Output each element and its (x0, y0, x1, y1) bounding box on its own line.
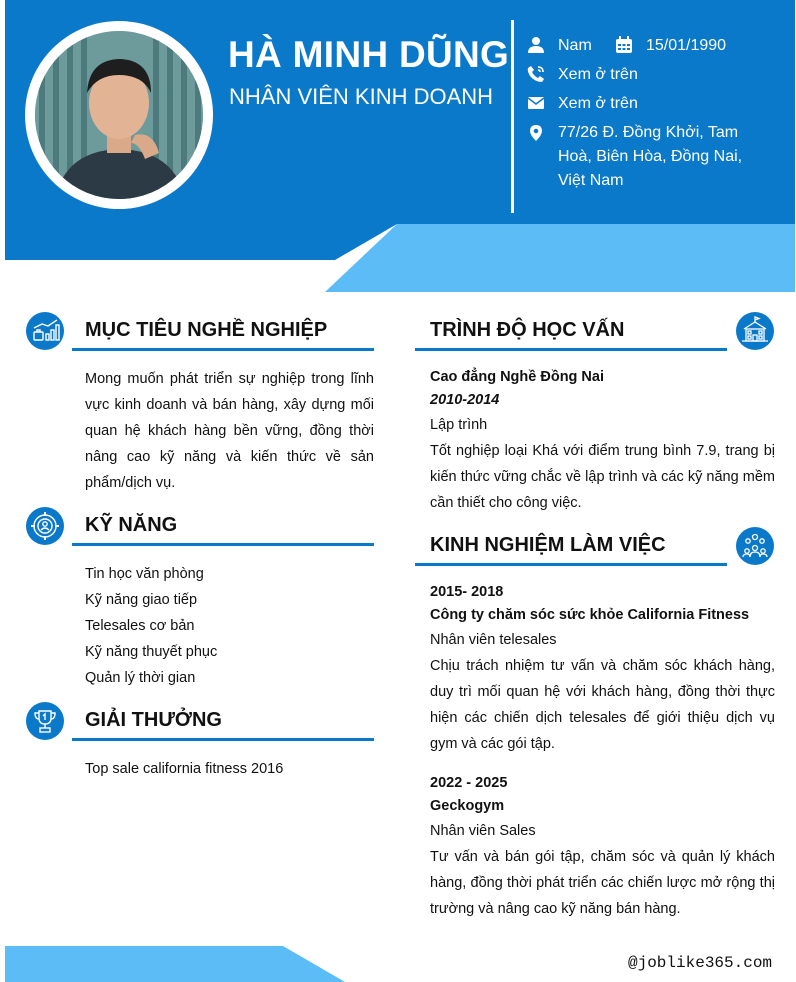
skill-item: Tin học văn phòng (85, 566, 204, 582)
gender-value: Nam (558, 37, 592, 54)
job-company: Geckogym (430, 798, 505, 814)
skill-item: Kỹ năng thuyết phục (85, 644, 218, 660)
job-company: Công ty chăm sóc sức khỏe California Fitness (430, 607, 750, 623)
experience-heading: KINH NGHIỆM LÀM VIỆC (430, 534, 666, 556)
skills-underline (72, 543, 374, 546)
growth-chart-icon (26, 312, 64, 350)
phone-value: Xem ở trên (558, 66, 638, 83)
education-period: 2010-2014 (430, 392, 500, 408)
award-item: Top sale california fitness 2016 (85, 761, 284, 777)
job-description: Tư vấn và bán gói tập, chăm sóc và quản lý khách hàng, đồng thời phát triển các chiến lược mở rộng thị trường và nâng cao kỹ năng bán hàng. (430, 849, 775, 917)
website-link[interactable]: @joblike365.com (628, 954, 773, 972)
awards-heading: GIẢI THƯỞNG (85, 709, 222, 731)
candidate-name: HÀ MINH DŨNG (228, 34, 510, 75)
awards-underline (72, 738, 374, 741)
calendar-icon (615, 36, 633, 54)
skill-item: Telesales cơ bản (85, 618, 195, 634)
job-period: 2015- 2018 (430, 584, 504, 600)
education-major: Lập trình (430, 417, 488, 433)
objective-text: Mong muốn phát triển sự nghiệp trong lĩnh vực kinh doanh và bán hàng, xây dựng mối quan hệ khách hàng bền vững, đồng thời nâng cao kỹ năng và kiến thức về sản phẩm/dịch vụ. (85, 371, 374, 491)
trophy-icon (26, 702, 64, 740)
school-name: Cao đẳng Nghề Đồng Nai (430, 369, 604, 385)
objective-underline (72, 348, 374, 351)
school-building-icon (736, 312, 774, 350)
education-description: Tốt nghiệp loại Khá với điểm trung bình 7.9, trang bị kiến thức vững chắc về lập trình và các kỹ năng mềm cần thiết cho công việc. (430, 443, 775, 511)
gear-icon (26, 507, 64, 545)
job-position: Nhân viên Sales (430, 823, 536, 839)
team-icon (736, 527, 774, 565)
email-value: Xem ở trên (558, 95, 638, 112)
job-position: Nhân viên telesales (430, 632, 557, 648)
header-divider (511, 20, 514, 213)
email-icon (527, 94, 545, 112)
header-shapes (5, 224, 795, 292)
job-period: 2022 - 2025 (430, 775, 508, 791)
location-pin-icon (527, 124, 545, 142)
address-line-1: 77/26 Đ. Đồng Khởi, Tam (558, 124, 739, 141)
skill-item: Kỹ năng giao tiếp (85, 592, 198, 608)
address-line-2: Hoà, Biên Hòa, Đồng Nai, (558, 148, 743, 165)
phone-icon (527, 65, 545, 83)
education-underline (415, 348, 727, 351)
objective-heading: MỤC TIÊU NGHỀ NGHIỆP (85, 319, 328, 341)
avatar (25, 21, 213, 209)
footer-shape (5, 946, 345, 982)
education-heading: TRÌNH ĐỘ HỌC VẤN (430, 319, 625, 341)
address-line-3: Việt Nam (558, 172, 624, 189)
birthday-value: 15/01/1990 (646, 37, 727, 54)
job-title: NHÂN VIÊN KINH DOANH (229, 84, 494, 109)
user-icon (527, 36, 545, 54)
experience-underline (415, 563, 727, 566)
skills-heading: KỸ NĂNG (85, 514, 178, 536)
skill-item: Quản lý thời gian (85, 670, 196, 686)
job-description: Chịu trách nhiệm tư vấn và chăm sóc khách hàng, duy trì mối quan hệ với khách hàng, đồng thời thực hiện các chiến dịch telesales để giới thiệu dịch vụ gym và các gói tập. (430, 658, 775, 752)
